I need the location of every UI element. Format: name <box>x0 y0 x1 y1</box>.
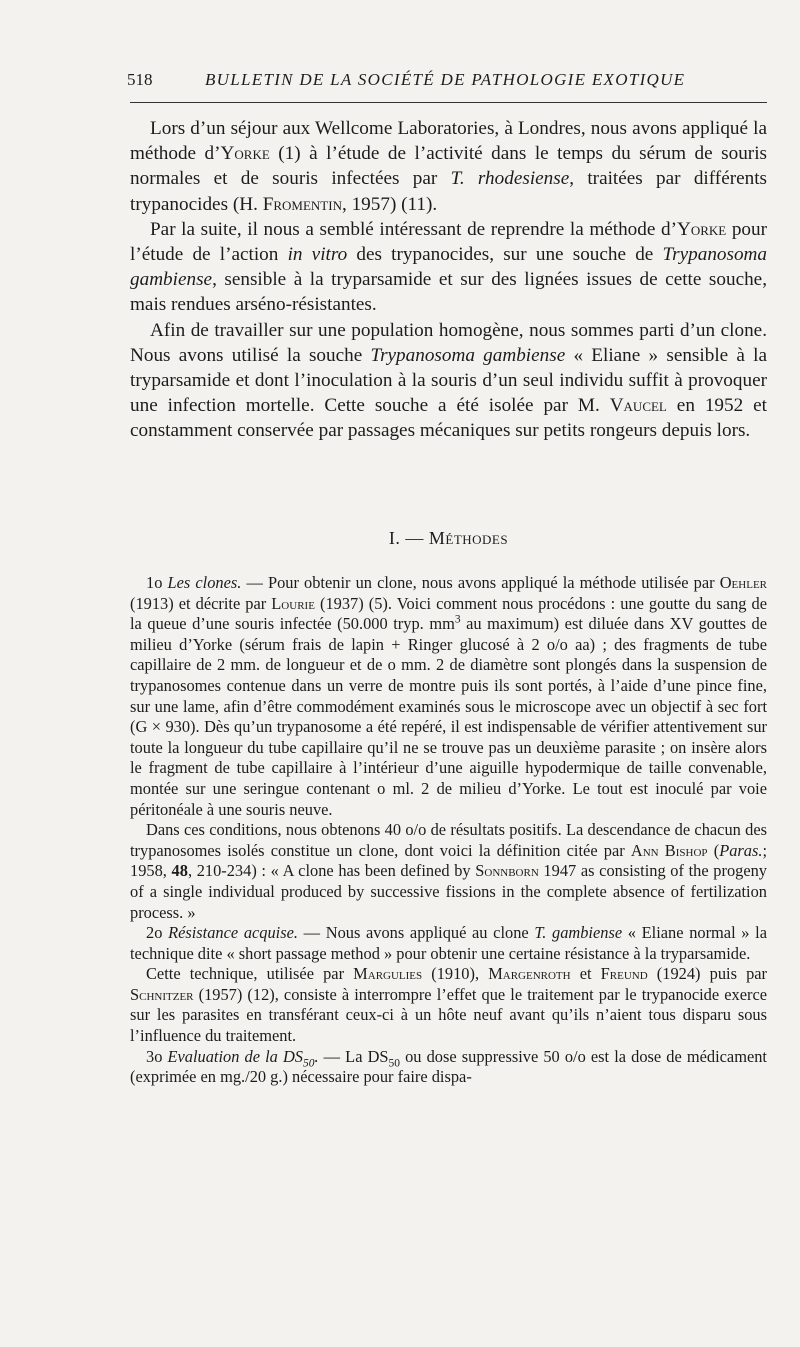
journal-title: BULLETIN DE LA SOCIÉTÉ DE PATHOLOGIE EXOTIQUE <box>205 70 686 89</box>
author-name: Yorke <box>676 218 727 240</box>
intro-paragraph-2: Par la suite, il nous a semblé intéressant de reprendre la méthode d’Yorke pour l’étude de l’action in vitro des trypanocides, sur une souche de Trypanosoma gambiense, sensible à la tryparsamide et sur des lignées issues de cette souche, mais rendues arséno-résistantes. <box>130 218 768 316</box>
methods-paragraph-resistance: 2o Résistance acquise. — Nous avons appliqué au clone T. gambiense « Eliane normal » la technique dite « short passage method » pour obtenir une certaine résistance à la tryparsamide. <box>130 923 767 963</box>
header-rule <box>130 102 767 103</box>
methods-paragraph-technique: Cette technique, utilisée par Margulies (1910), Margenroth et Freund (1924) puis par Schnitzer (1957) (12), consiste à interrompre l’effet que le traitement par le trypanocide exerce sur les parasites en transférant ceux-ci à un hôte neuf avant qu’ils n’aient tous disparu sous l’influence du traitement. <box>130 964 768 1046</box>
species-name: Trypanosoma gambiense <box>130 244 768 291</box>
methods-paragraph-ds50: 3o Evaluation de la $DS_{50}$. — La $DS_{50}$ ou dose suppressive 50 o/o est la dose de médicament (exprimée en mg./20 g.) nécessaire pour faire dispa- <box>130 1046 767 1087</box>
author-name: Vaucel <box>609 395 667 417</box>
author-name: Yorke <box>220 143 270 165</box>
methods-paragraph-clones: 1o Les clones. — Pour obtenir un clone, nous avons appliqué la méthode utilisée par Oehler (1913) et décrite par Lourie (1937) (5). Voici comment nous procédons : une goutte du sang de la queue d’une souris infectée (50.000 tryp. $mm^3$ au maximum) est diluée dans XV gouttes de milieu d’Yorke (sérum frais de lapin + Ringer glucosé à 2 o/o aa) ; des fragments de tube capillaire de 2 mm. de longueur et de o mm. 2 de diamètre sont plongés dans la suspension de trypanosomes contenue dans un verre de montre puis ils sont portés, à l’aide d’une pince fine, sur une lame, afin d’être commodément examinés sous le microscope avec un objectif à sec fort (G × 930). Dès qu’un trypanosome a été repéré, il est indispensable de vérifier attentivement sur toute la longueur du tube capillaire qu’il ne se trouve pas un deuxième parasite ; on insère alors le fragment de tube capillaire à l’intérieur d’une aiguille hypodermique de taille convenable, montée sur une seringue contenant o ml. 2 de milieu d’Yorke. Le tout est inoculé par voie péritonéale à une souris neuve. <box>130 573 768 819</box>
methods-text <box>130 573 767 1088</box>
author-name: Fromentin <box>262 193 342 215</box>
subsection-label: Evaluation de la $DS_{50}$. <box>167 1046 319 1069</box>
intro-paragraph-1: Lors d’un séjour aux Wellcome Laboratories, à Londres, nous avons appliqué la méthode d’Yorke (1) à l’étude de l’activité dans le temps du sérum de souris normales et de souris infectées par T. rhodesiense, traitées par différents trypanocides (H. Fromentin, 1957) (11). <box>130 118 768 215</box>
running-header <box>127 70 767 100</box>
subsection-label: Résistance acquise. <box>168 923 298 943</box>
subsection-label: Les clones. <box>167 573 242 592</box>
species-name: T. rhodesiense <box>450 168 570 190</box>
species-name: Trypanosoma gambiense <box>370 344 566 366</box>
page-number: 518 <box>127 70 153 89</box>
intro-paragraph-3: Afin de travailler sur une population homogène, nous sommes parti d’un clone. Nous avons utilisé la souche Trypanosoma gambiense « Eliane » sensible à la tryparsamide et dont l’inoculation à la souris d’un seul individu suffit à provoquer une infection mortelle. Cette souche a été isolée par M. Vaucel en 1952 et constamment conservée par passages mécaniques sur petits rongeurs depuis lors. <box>130 319 767 442</box>
intro-text <box>130 116 767 444</box>
species-name: T. gambiense <box>534 923 623 943</box>
section-heading: I. — Méthodes <box>388 528 509 548</box>
methods-paragraph-results: Dans ces conditions, nous obtenons 40 o/o de résultats positifs. La descendance de chacun des trypanosomes isolés constitue un clone, dont voici la définition citée par Ann Bishop (Paras.; 1958, 48, 210-234) : « A clone has been defined by Sonnborn 1947 as consisting of the progeny of a single individual produced by successive fissions in the complete absence of fertilization process. » <box>130 820 768 922</box>
